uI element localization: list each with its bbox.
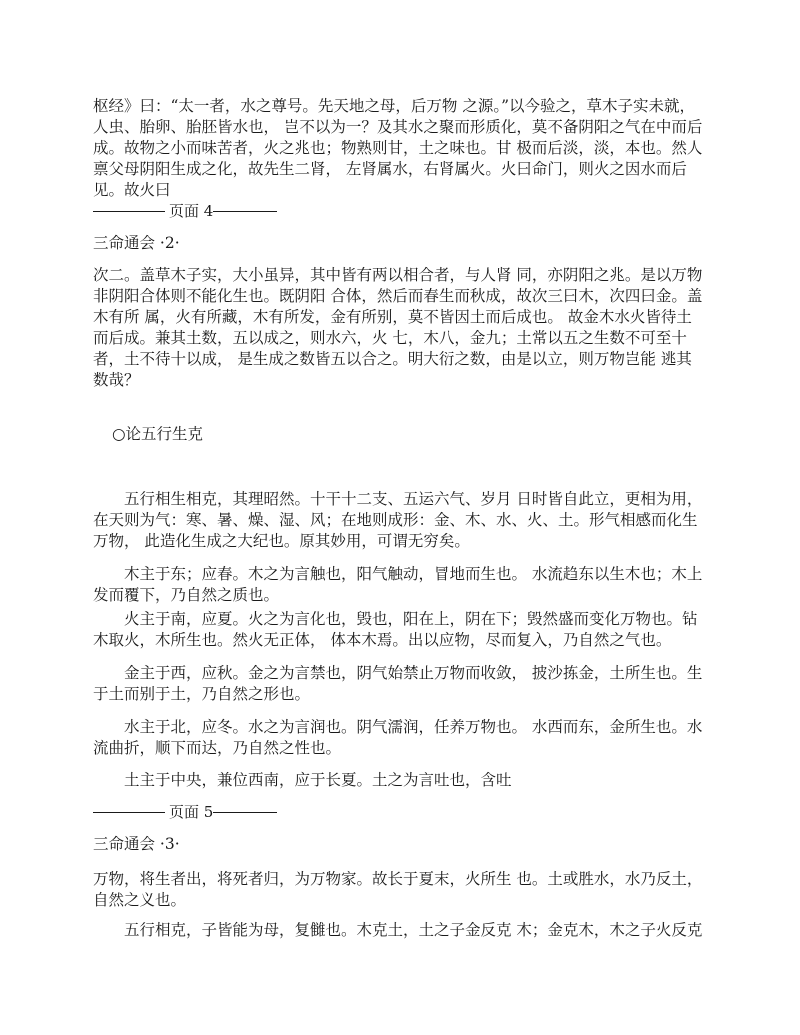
paragraph-fire: 火主于南，应夏。火之为言化也，毁也，阳在上，阴在下；毁然盛而变化万物也。钻木取火，木所生也。然火无正体， 体本木焉。出以应物，尽而复入，乃自然之气也。	[93, 610, 698, 649]
paragraph-earth: 土主于中央，兼位西南，应于长夏。土之为言吐也，含吐	[124, 771, 512, 789]
running-header-page-2: 三命通会 ·2·	[93, 234, 180, 252]
divider-rule-left	[93, 812, 165, 813]
divider-rule-right	[213, 211, 277, 212]
page-marker-label: 页面 5	[169, 803, 214, 821]
paragraph-water: 水主于北，应冬。水之为言润也。阴气濡润，任养万物也。 水西而东，金所生也。水流曲折，顺下而达，乃自然之性也。	[93, 718, 703, 757]
paragraph-wuxing-xiangke: 五行相克，子皆能为母，复雠也。木克土，土之子金反克 木；金克木，木之子火反克	[124, 921, 703, 939]
page-divider-5	[93, 802, 277, 822]
paragraph-metal: 金主于西，应秋。金之为言禁也，阴气始禁止万物而收敛， 披沙拣金，土所生也。生于土而别于土，乃自然之形也。	[93, 664, 703, 703]
divider-rule-right	[213, 812, 277, 813]
page-divider-4	[93, 201, 277, 221]
paragraph-wood: 木主于东；应春。木之为言触也，阳气触动，冒地而生也。 水流趋东以生木也；木上发而覆下，乃自然之质也。	[93, 565, 703, 604]
section-heading-wuxing-shengke: ○论五行生克	[112, 425, 204, 443]
page-marker-label: 页面 4	[169, 202, 214, 220]
paragraph-wanwu: 万物，将生者出，将死者归，为万物家。故长于夏末，火所生 也。土或胜水，水乃反土，自然之义也。	[93, 870, 703, 909]
paragraph-taiyi: 枢经》曰：“太一者，水之尊号。先天地之母，后万物 之源。”以今验之，草木子实未就，人虫、胎卵、胎胚皆水也， 岂不以为一？及其水之聚而形质化，莫不备阴阳之气在中而后 成。故物之小而味苦者，火之兆也；物熟则甘，土之味也。甘 极而后淡，淡，本也。然人禀父母阴阳生成之化，故先生二肾， 左肾属水，右肾属火。火曰命门，则火之因水而后见。故火曰	[93, 97, 703, 199]
paragraph-wuxing-intro: 五行相生相克，其理昭然。十干十二支、五运六气、岁月 日时皆自此立，更相为用，在天则为气：寒、暑、燥、湿、风；在地则成形：金、木、水、火、土。形气相感而化生万物， 此造化生成之大纪也。原其妙用，可谓无穷矣。	[93, 490, 703, 550]
divider-rule-left	[93, 211, 165, 212]
paragraph-ci-er: 次二。盖草木子实，大小虽异，其中皆有两以相合者，与人肾 同，亦阴阳之兆。是以万物非阴阳合体则不能化生也。既阴阳 合体，然后而春生而秋成，故次三曰木，次四曰金。盖木有所 属，火有所藏，木有所发，金有所别，莫不皆因土而后成也。 故金木水火皆待土而后成。兼其土数，五以成之，则水六，火 七，木八，金九；土常以五之生数不可至十者，土不待十以成， 是生成之数皆五以合之。明大衍之数，由是以立，则万物岂能 逃其数哉？	[93, 266, 703, 389]
running-header-page-3: 三命通会 ·3·	[93, 835, 180, 853]
